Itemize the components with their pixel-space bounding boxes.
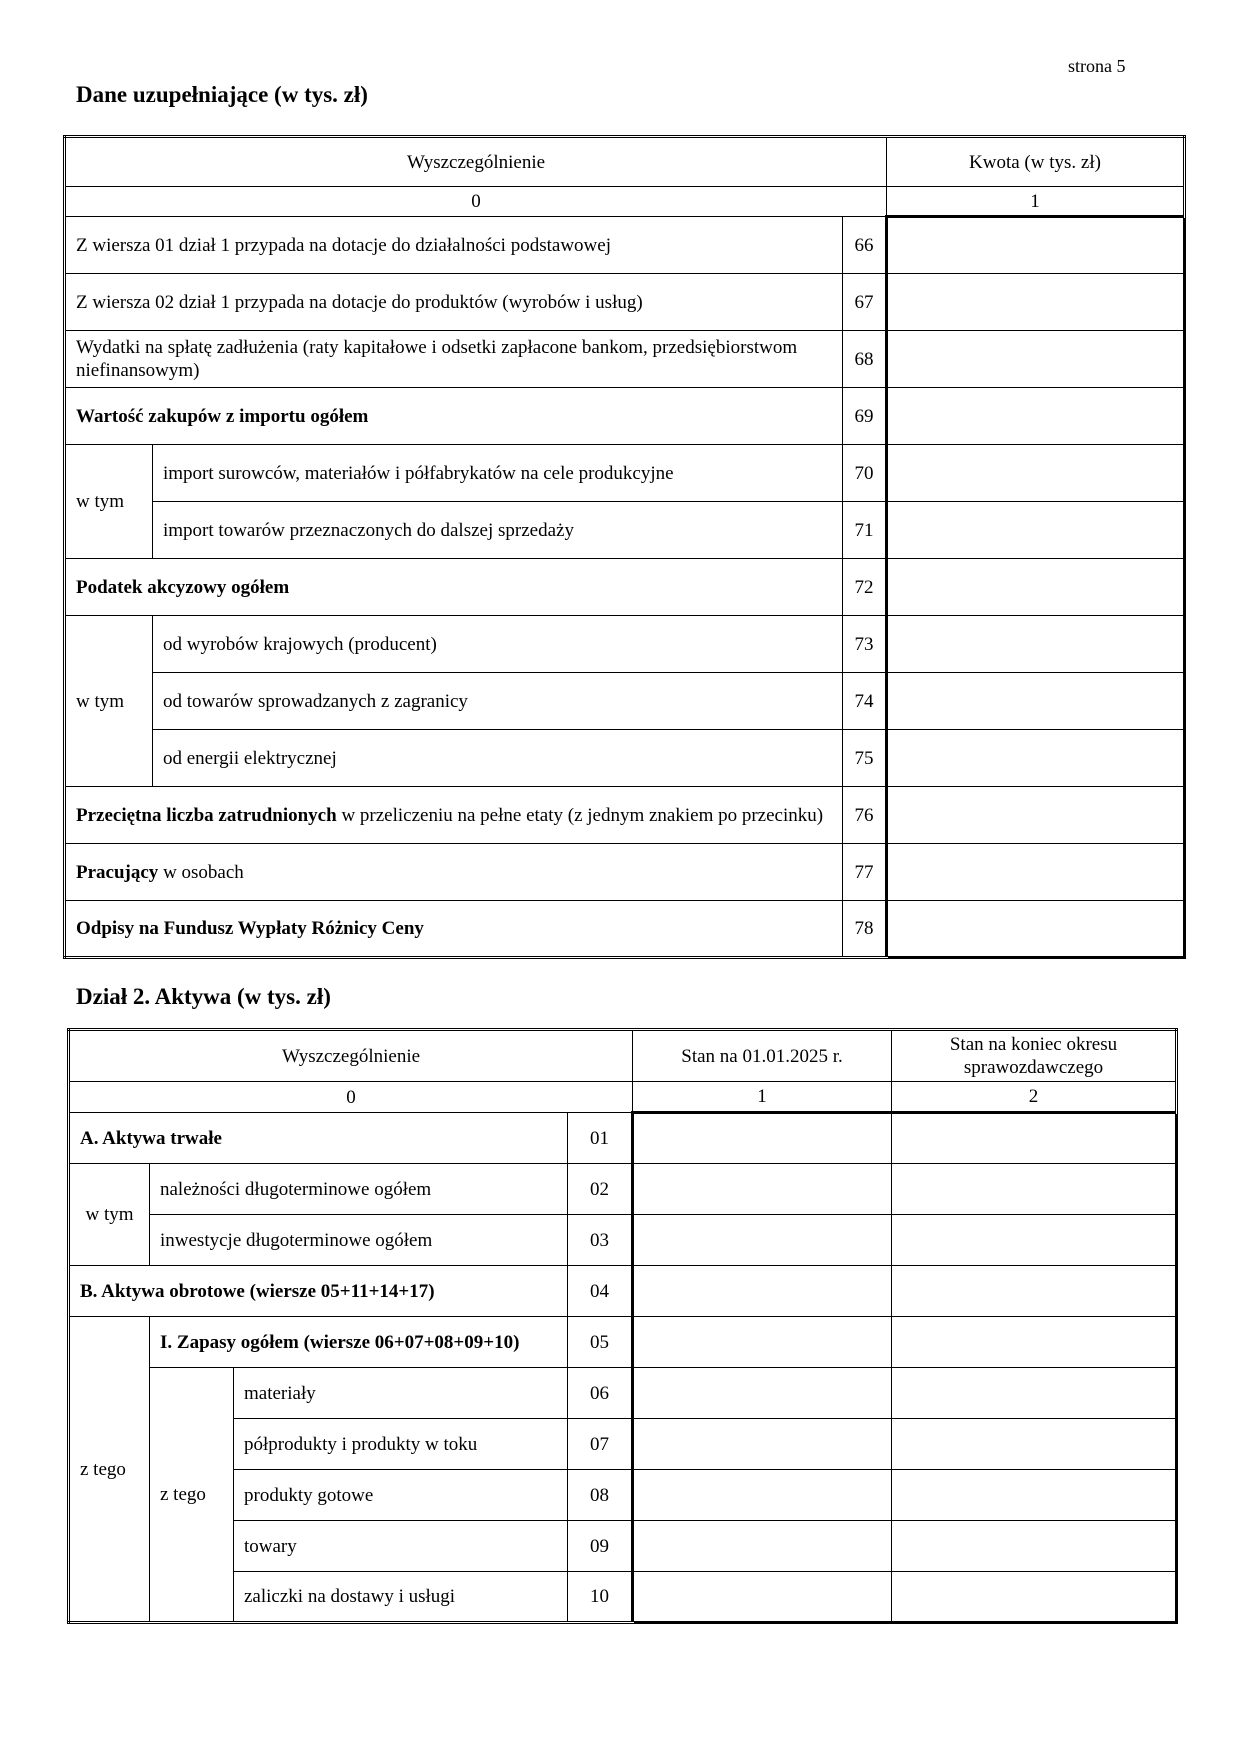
supplementary-data-table <box>63 135 1186 959</box>
row-code: 71 <box>843 502 887 559</box>
row-code: 76 <box>843 787 887 844</box>
table-row <box>69 1266 1177 1317</box>
opening-balance-input-cell[interactable] <box>633 1368 892 1419</box>
table-row <box>65 502 1185 559</box>
row-label: półprodukty i produkty w toku <box>234 1419 568 1470</box>
row-code: 06 <box>568 1368 633 1419</box>
amount-input-cell[interactable] <box>887 388 1185 445</box>
table-row <box>65 388 1185 445</box>
column-header-opening-balance: Stan na 01.01.2025 r. <box>633 1030 892 1082</box>
table-row <box>65 331 1185 388</box>
row-label <box>65 844 843 901</box>
row-code: 07 <box>568 1419 633 1470</box>
row-code: 78 <box>843 901 887 958</box>
row-code: 05 <box>568 1317 633 1368</box>
closing-balance-input-cell[interactable] <box>892 1419 1177 1470</box>
closing-balance-input-cell[interactable] <box>892 1317 1177 1368</box>
row-code: 75 <box>843 730 887 787</box>
row-label: Wartość zakupów z importu ogółem <box>65 388 843 445</box>
column-header-closing-balance: Stan na koniec okresu sprawozdawczego <box>892 1030 1177 1082</box>
opening-balance-input-cell[interactable] <box>633 1317 892 1368</box>
row-code: 03 <box>568 1215 633 1266</box>
row-label: należności długoterminowe ogółem <box>150 1164 568 1215</box>
amount-input-cell[interactable] <box>887 331 1185 388</box>
row-label: Z wiersza 01 dział 1 przypada na dotacje do działalności podstawowej <box>65 217 843 274</box>
row-label: towary <box>234 1521 568 1572</box>
section-title-assets: Dział 2. Aktywa (w tys. zł) <box>76 984 331 1009</box>
assets-table <box>67 1028 1178 1624</box>
row-label: I. Zapasy ogółem (wiersze 06+07+08+09+10) <box>150 1317 568 1368</box>
closing-balance-input-cell[interactable] <box>892 1572 1177 1623</box>
row-code: 08 <box>568 1470 633 1521</box>
amount-input-cell[interactable] <box>887 844 1185 901</box>
row-label-bold: Przeciętna liczba zatrudnionych <box>76 804 337 826</box>
closing-balance-input-cell[interactable] <box>892 1113 1177 1164</box>
row-code: 01 <box>568 1113 633 1164</box>
page-number: strona 5 <box>1068 56 1126 76</box>
row-label: materiały <box>234 1368 568 1419</box>
group-label: w tym <box>65 616 153 787</box>
amount-input-cell[interactable] <box>887 673 1185 730</box>
row-label: import towarów przeznaczonych do dalszej sprzedaży <box>153 502 843 559</box>
table-row <box>69 1215 1177 1266</box>
column-index-0: 0 <box>65 187 887 217</box>
column-index-1: 1 <box>887 187 1185 217</box>
closing-balance-input-cell[interactable] <box>892 1521 1177 1572</box>
closing-balance-input-cell[interactable] <box>892 1368 1177 1419</box>
group-label: w tym <box>69 1164 150 1266</box>
table-row <box>69 1164 1177 1215</box>
amount-input-cell[interactable] <box>887 787 1185 844</box>
table-row <box>69 1113 1177 1164</box>
row-label: zaliczki na dostawy i usługi <box>234 1572 568 1623</box>
table-row <box>65 274 1185 331</box>
row-label: produkty gotowe <box>234 1470 568 1521</box>
closing-balance-input-cell[interactable] <box>892 1164 1177 1215</box>
table-row <box>65 787 1185 844</box>
column-index-2: 2 <box>892 1082 1177 1113</box>
table-row <box>65 559 1185 616</box>
amount-input-cell[interactable] <box>887 559 1185 616</box>
group-label: z tego <box>69 1317 150 1623</box>
opening-balance-input-cell[interactable] <box>633 1215 892 1266</box>
row-label: Podatek akcyzowy ogółem <box>65 559 843 616</box>
row-code: 10 <box>568 1572 633 1623</box>
section-title-supplementary: Dane uzupełniające (w tys. zł) <box>76 82 368 107</box>
group-label: w tym <box>65 445 153 559</box>
row-label-rest: w przeliczeniu na pełne etaty (z jednym znakiem po przecinku) <box>336 804 824 826</box>
row-code: 70 <box>843 445 887 502</box>
row-code: 68 <box>843 331 887 388</box>
row-code: 69 <box>843 388 887 445</box>
closing-balance-input-cell[interactable] <box>892 1470 1177 1521</box>
row-code: 74 <box>843 673 887 730</box>
opening-balance-input-cell[interactable] <box>633 1572 892 1623</box>
column-header-description: Wyszczególnienie <box>65 137 887 187</box>
table-row <box>65 616 1185 673</box>
column-index-1: 1 <box>633 1082 892 1113</box>
table-row <box>69 1317 1177 1368</box>
amount-input-cell[interactable] <box>887 901 1185 958</box>
table-row <box>65 217 1185 274</box>
table-row <box>65 730 1185 787</box>
row-label: import surowców, materiałów i półfabrykatów na cele produkcyjne <box>153 445 843 502</box>
opening-balance-input-cell[interactable] <box>633 1266 892 1317</box>
opening-balance-input-cell[interactable] <box>633 1521 892 1572</box>
amount-input-cell[interactable] <box>887 616 1185 673</box>
table-row <box>69 1572 1177 1623</box>
row-label: Z wiersza 02 dział 1 przypada na dotacje do produktów (wyrobów i usług) <box>65 274 843 331</box>
opening-balance-input-cell[interactable] <box>633 1470 892 1521</box>
amount-input-cell[interactable] <box>887 445 1185 502</box>
row-label: B. Aktywa obrotowe (wiersze 05+11+14+17) <box>69 1266 568 1317</box>
row-code: 77 <box>843 844 887 901</box>
column-header-description: Wyszczególnienie <box>69 1030 633 1082</box>
subgroup-label: z tego <box>150 1368 234 1623</box>
table-row <box>65 445 1185 502</box>
column-header-amount: Kwota (w tys. zł) <box>887 137 1185 187</box>
closing-balance-input-cell[interactable] <box>892 1266 1177 1317</box>
row-label: Wydatki na spłatę zadłużenia (raty kapitałowe i odsetki zapłacone bankom, przedsiębiorstwom niefinansowym) <box>65 331 843 388</box>
row-label: Odpisy na Fundusz Wypłaty Różnicy Ceny <box>65 901 843 958</box>
row-label-bold: Pracujący <box>76 861 159 883</box>
row-label <box>65 787 843 844</box>
amount-input-cell[interactable] <box>887 730 1185 787</box>
row-code: 09 <box>568 1521 633 1572</box>
opening-balance-input-cell[interactable] <box>633 1164 892 1215</box>
table-row <box>65 844 1185 901</box>
table-row <box>69 1419 1177 1470</box>
row-label: od towarów sprowadzanych z zagranicy <box>153 673 843 730</box>
row-code: 67 <box>843 274 887 331</box>
table-row <box>69 1368 1177 1419</box>
table-row <box>65 901 1185 958</box>
amount-input-cell[interactable] <box>887 274 1185 331</box>
row-code: 02 <box>568 1164 633 1215</box>
closing-balance-input-cell[interactable] <box>892 1215 1177 1266</box>
opening-balance-input-cell[interactable] <box>633 1419 892 1470</box>
row-label: inwestycje długoterminowe ogółem <box>150 1215 568 1266</box>
row-label: A. Aktywa trwałe <box>69 1113 568 1164</box>
table-row <box>65 673 1185 730</box>
amount-input-cell[interactable] <box>887 217 1185 274</box>
row-code: 66 <box>843 217 887 274</box>
table-row <box>69 1521 1177 1572</box>
column-index-0: 0 <box>69 1082 633 1113</box>
table-row <box>69 1470 1177 1521</box>
row-code: 04 <box>568 1266 633 1317</box>
row-code: 72 <box>843 559 887 616</box>
row-label: od wyrobów krajowych (producent) <box>153 616 843 673</box>
row-code: 73 <box>843 616 887 673</box>
row-label: od energii elektrycznej <box>153 730 843 787</box>
opening-balance-input-cell[interactable] <box>633 1113 892 1164</box>
amount-input-cell[interactable] <box>887 502 1185 559</box>
row-label-rest: w osobach <box>158 861 244 883</box>
